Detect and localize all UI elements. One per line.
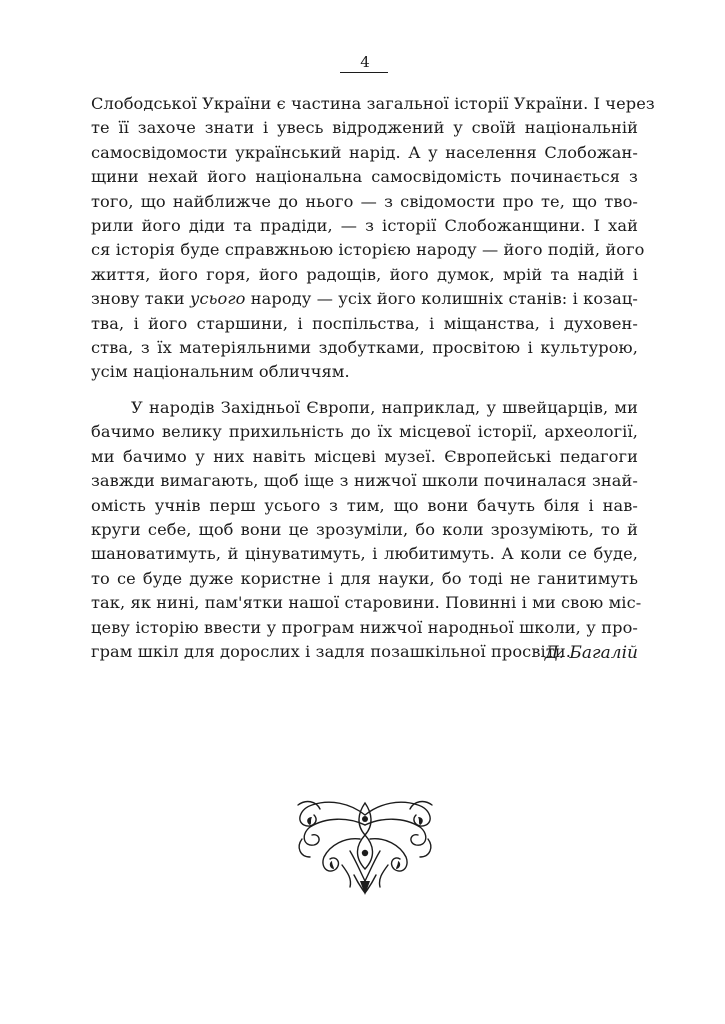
emphasized-word: усього xyxy=(189,289,246,309)
text-fragment: народу — усіх його колишніх станів: і козац- xyxy=(245,289,638,309)
text-line: омість учнів перш усього з тим, що вони бачуть біля і нав- xyxy=(91,495,638,515)
text-line: тва, і його старшини, і поспільства, і міщанства, і духовен- xyxy=(91,313,638,333)
paragraph-gap xyxy=(91,385,638,396)
text-line: завжди вимагають, щоб іще з нижчої школи починалася знай- xyxy=(91,471,638,491)
text-line: рили його діди та прадіди, — з історії Слобожанщини. І хай xyxy=(91,216,638,236)
text-line: усім національним обличчям. xyxy=(91,362,350,382)
text-line: ся історія буде справжньою історією народу — його подій, його xyxy=(91,240,645,260)
text-line: так, як нині, пам'ятки нашої старовини. Повинні і ми свою міс- xyxy=(91,593,642,613)
text-line: життя, його горя, його радощів, його думок, мрій та надій і xyxy=(91,264,638,284)
text-line: того, що найближче до нього — з свідомости про те, що тво- xyxy=(91,191,638,211)
text-line: ми бачимо у них навіть місцеві музеї. Європейські педагоги xyxy=(91,446,638,466)
text-line: Слободської України є частина загальної історії України. І через xyxy=(91,94,655,113)
text-line: бачимо велику прихильність до їх місцевої історії, археології, xyxy=(91,422,638,442)
text-line: ства, з їх матеріяльними здобутками, просвітою і культурою, xyxy=(91,338,638,358)
text-line: шановатимуть, й цінуватимуть, і любитимуть. А коли се буде, xyxy=(91,544,638,564)
text-fragment: знову таки xyxy=(91,289,190,309)
page-number: 4 xyxy=(360,53,370,71)
text-line: самосвідомости український нарід. А у населення Слобожан- xyxy=(91,142,638,162)
text-line: то се буде дуже користне і для науки, бо тоді не ганитимуть xyxy=(91,568,638,588)
text-line: те її захоче знати і увесь відроджений у своїй національній xyxy=(91,118,638,138)
author-signature: Д. Багалій xyxy=(544,643,638,663)
text-line: цеву історію ввести у програм нижчої народньої школи, у про- xyxy=(91,617,638,637)
ornament-icon xyxy=(290,795,440,897)
text-line-with-emphasis xyxy=(91,287,638,311)
paragraph-1 xyxy=(91,92,655,385)
page-number-rule xyxy=(340,72,388,73)
text-line: щини нехай його національна самосвідомість починається з xyxy=(91,167,638,187)
body-text xyxy=(91,92,655,664)
text-line: У народів Західньої Європи, наприклад, у швейцарців, ми xyxy=(131,397,638,417)
text-line: грам шкіл для дорослих і задля позашкільної просвіти. xyxy=(91,641,572,661)
paragraph-2 xyxy=(91,396,642,664)
text-line: круги себе, щоб вони це зрозуміли, бо коли зрозуміють, то й xyxy=(91,519,638,539)
